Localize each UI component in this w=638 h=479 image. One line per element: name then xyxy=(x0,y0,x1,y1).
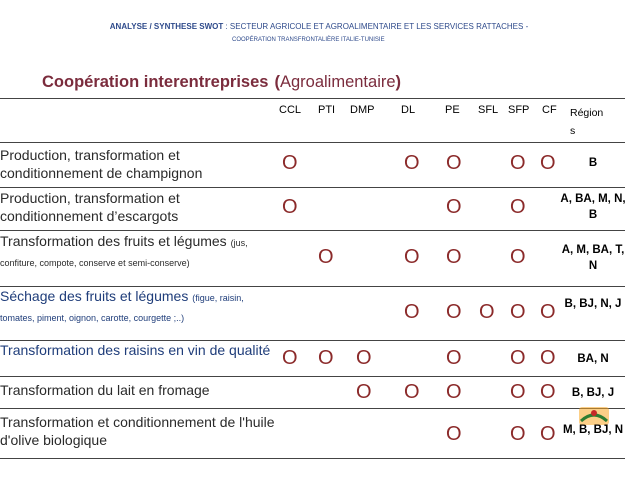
mark-pti: O xyxy=(318,347,334,369)
row-region: BA, N xyxy=(577,353,609,365)
row-label-huile-olive: Transformation et conditionnement de l'huile d'olive biologique xyxy=(0,414,275,448)
mark-pe: O xyxy=(446,423,462,445)
mark-cf: O xyxy=(540,381,556,403)
row-label-champignon: Production, transformation et conditionnement de champignon xyxy=(0,147,203,181)
row-region: B, BJ, N, J xyxy=(564,298,622,310)
mark-pe: O xyxy=(446,246,462,268)
mark-dl: O xyxy=(404,246,420,268)
row-divider xyxy=(0,408,625,409)
row-divider xyxy=(0,458,625,459)
row-divider xyxy=(0,142,625,143)
mark-ccl: O xyxy=(282,196,298,218)
row-region: B, BJ, J xyxy=(571,387,615,399)
row-region: A, M, BA, T, N xyxy=(561,244,625,272)
mark-sfp: O xyxy=(510,196,526,218)
row-label-fruits-legumes: Transformation des fruits et légumes (jus, confiture, compote, conserve et semi-conserve) xyxy=(0,233,248,268)
col-header-pe: PE xyxy=(445,104,460,116)
mark-pti: O xyxy=(318,246,334,268)
mark-sfp: O xyxy=(510,381,526,403)
mark-dl: O xyxy=(404,301,420,323)
mark-pe: O xyxy=(446,152,462,174)
page-title: Coopération interentreprises (Agroalimentaire) xyxy=(42,73,402,91)
mark-dl: O xyxy=(404,381,420,403)
col-header-sfp: SFP xyxy=(508,104,530,116)
col-header-dl: DL xyxy=(401,104,416,116)
mark-pe: O xyxy=(446,381,462,403)
col-header-region: Région s xyxy=(570,107,604,137)
col-header-sfl: SFL xyxy=(478,104,499,116)
mark-sfp: O xyxy=(510,301,526,323)
row-label-vin: Transformation des raisins en vin de qualité xyxy=(0,342,271,358)
mark-sfp: O xyxy=(510,152,526,174)
header-line-2: COOPÉRATION TRANSFRONTALIÈRE ITALIE-TUNISIE xyxy=(232,37,385,43)
header-line-1: ANALYSE / SYNTHESE SWOT : SECTEUR AGRICOLE ET AGROALIMENTAIRE ET LES SERVICES RATTACHES - xyxy=(109,22,529,31)
mark-cf: O xyxy=(540,152,556,174)
row-label-escargots: Production, transformation et conditionnement d’escargots xyxy=(0,190,180,224)
row-divider xyxy=(0,376,625,377)
mark-dmp: O xyxy=(356,347,372,369)
mark-sfp: O xyxy=(510,246,526,268)
mark-cf: O xyxy=(540,301,556,323)
row-region: B xyxy=(588,157,598,169)
row-region: M, B, BJ, N xyxy=(562,424,624,436)
mark-pe: O xyxy=(446,196,462,218)
row-divider xyxy=(0,230,625,231)
row-label-sechage: Séchage des fruits et légumes (figue, raisin, tomates, piment, oignon, carotte, courgette ;..) xyxy=(0,288,244,323)
col-header-ccl: CCL xyxy=(279,104,302,116)
row-label-fromage: Transformation du lait en fromage xyxy=(0,382,210,398)
col-header-pti: PTI xyxy=(318,104,336,116)
mark-dmp: O xyxy=(356,381,372,403)
mark-sfl: O xyxy=(479,301,495,323)
mark-sfp: O xyxy=(510,347,526,369)
mark-dl: O xyxy=(404,152,420,174)
mark-ccl: O xyxy=(282,152,298,174)
title-rule xyxy=(0,98,625,99)
mark-cf: O xyxy=(540,347,556,369)
row-region: A, BA, M, N, B xyxy=(560,193,626,221)
col-header-cf: CF xyxy=(542,104,557,116)
mark-cf: O xyxy=(540,423,556,445)
col-header-dmp: DMP xyxy=(350,104,375,116)
mark-ccl: O xyxy=(282,347,298,369)
mark-pe: O xyxy=(446,347,462,369)
row-divider xyxy=(0,187,625,188)
mark-pe: O xyxy=(446,301,462,323)
mark-sfp: O xyxy=(510,423,526,445)
